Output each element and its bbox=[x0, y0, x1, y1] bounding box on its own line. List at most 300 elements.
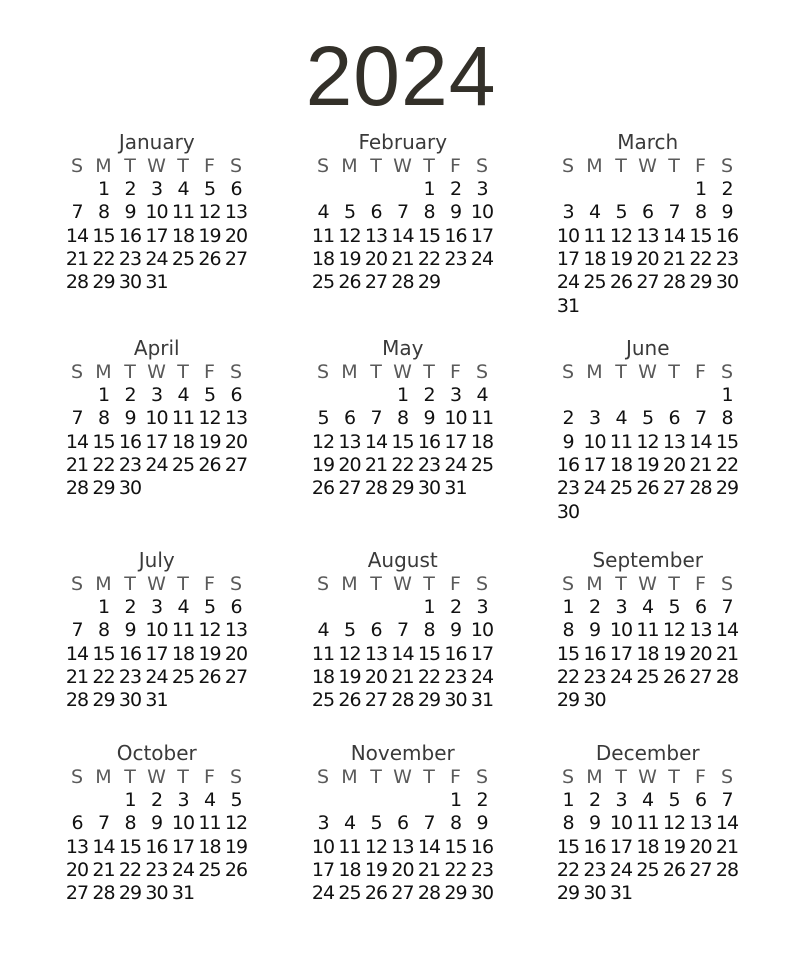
day-cell: 8 bbox=[449, 812, 462, 835]
day-cell: 2 bbox=[124, 596, 136, 618]
day-cell: 19 bbox=[662, 835, 686, 858]
day-cell: 29 bbox=[715, 477, 739, 500]
day-cell: 5 bbox=[203, 384, 216, 406]
weekday-header bbox=[310, 360, 492, 384]
day-cell: 22 bbox=[689, 247, 712, 270]
weekday-label: M bbox=[586, 573, 603, 595]
weekday-label: S bbox=[720, 361, 734, 383]
day-cell: 4 bbox=[343, 812, 356, 835]
month-name: July bbox=[138, 548, 175, 572]
day-cell: 21 bbox=[662, 247, 686, 270]
day-cell: 2 bbox=[588, 596, 601, 618]
day-cell: 25 bbox=[311, 271, 335, 294]
day-cell: 23 bbox=[556, 477, 580, 500]
day-cell: 6 bbox=[641, 201, 654, 224]
day-cell: 18 bbox=[171, 642, 195, 665]
weekday-label: S bbox=[70, 155, 84, 177]
day-cell: 26 bbox=[609, 271, 633, 294]
weekday-label: M bbox=[95, 361, 112, 383]
day-cell: 17 bbox=[583, 453, 606, 476]
day-cell: 18 bbox=[609, 453, 633, 476]
day-cell: 6 bbox=[230, 384, 242, 406]
day-cell: 19 bbox=[364, 858, 388, 881]
day-cell: 13 bbox=[65, 835, 89, 858]
day-cell: 29 bbox=[444, 882, 467, 905]
day-cell: 26 bbox=[338, 689, 361, 712]
day-cell: 9 bbox=[476, 812, 488, 835]
day-cell: 24 bbox=[311, 882, 335, 905]
day-cell: 7 bbox=[668, 201, 680, 224]
weekday-label: T bbox=[124, 573, 136, 595]
day-cell: 13 bbox=[391, 835, 414, 858]
day-cell: 15 bbox=[92, 224, 115, 247]
day-cell: 1 bbox=[694, 178, 707, 200]
day-cell: 24 bbox=[583, 477, 606, 500]
month-name: May bbox=[382, 336, 424, 360]
day-cell: 22 bbox=[92, 247, 115, 270]
day-cell: 12 bbox=[662, 812, 686, 835]
weekday-label: T bbox=[177, 155, 189, 177]
day-cell: 27 bbox=[689, 665, 712, 688]
day-cell: 16 bbox=[583, 835, 606, 858]
weekday-label: T bbox=[615, 155, 627, 177]
day-cell: 31 bbox=[444, 477, 467, 500]
day-cell: 11 bbox=[311, 642, 335, 665]
day-cell: 28 bbox=[662, 271, 686, 294]
day-cell: 8 bbox=[97, 201, 110, 224]
day-cell: 23 bbox=[118, 453, 142, 476]
weekday-label: T bbox=[370, 155, 382, 177]
month-september bbox=[555, 548, 755, 748]
weekday-label: F bbox=[450, 361, 461, 383]
day-cell: 5 bbox=[370, 812, 382, 835]
weekday-label: M bbox=[95, 766, 112, 788]
weekday-label: F bbox=[695, 155, 706, 177]
day-cell: 24 bbox=[556, 271, 580, 294]
day-cell: 21 bbox=[715, 835, 739, 858]
day-cell: 17 bbox=[609, 642, 633, 665]
day-cell: 16 bbox=[118, 642, 142, 665]
day-cell: 17 bbox=[145, 224, 168, 247]
day-cell: 11 bbox=[609, 430, 633, 453]
day-cell: 30 bbox=[118, 689, 142, 712]
weekday-label: S bbox=[475, 361, 489, 383]
day-cell: 10 bbox=[145, 407, 168, 430]
day-cell: 29 bbox=[391, 477, 414, 500]
day-cell: 1 bbox=[124, 789, 136, 811]
day-grid bbox=[555, 596, 737, 740]
day-cell: 8 bbox=[396, 407, 409, 430]
day-cell: 14 bbox=[391, 642, 414, 665]
day-cell: 4 bbox=[177, 178, 189, 200]
day-cell: 9 bbox=[562, 430, 574, 453]
day-cell: 19 bbox=[198, 224, 221, 247]
day-cell: 26 bbox=[338, 271, 361, 294]
day-cell: 11 bbox=[636, 812, 659, 835]
day-cell: 29 bbox=[689, 271, 712, 294]
day-cell: 8 bbox=[694, 201, 707, 224]
day-cell: 9 bbox=[449, 201, 462, 224]
day-cell: 28 bbox=[92, 882, 115, 905]
day-cell: 10 bbox=[556, 224, 580, 247]
day-cell: 7 bbox=[71, 619, 83, 642]
day-cell: 25 bbox=[609, 477, 633, 500]
weekday-label: S bbox=[720, 766, 734, 788]
day-cell: 3 bbox=[317, 812, 329, 835]
day-cell: 13 bbox=[364, 642, 388, 665]
weekday-label: S bbox=[475, 573, 489, 595]
day-cell: 5 bbox=[615, 201, 627, 224]
month-july bbox=[64, 548, 264, 748]
day-cell: 5 bbox=[668, 789, 680, 811]
day-cell: 14 bbox=[715, 812, 739, 835]
day-cell: 24 bbox=[171, 858, 195, 881]
day-cell: 1 bbox=[562, 596, 574, 618]
day-cell: 24 bbox=[444, 453, 467, 476]
day-cell: 25 bbox=[171, 247, 195, 270]
day-cell: 16 bbox=[556, 453, 580, 476]
day-cell: 25 bbox=[171, 665, 195, 688]
day-cell: 2 bbox=[562, 407, 574, 430]
day-grid bbox=[310, 178, 492, 322]
day-cell: 17 bbox=[171, 835, 195, 858]
day-cell: 7 bbox=[721, 789, 733, 811]
day-cell: 16 bbox=[417, 430, 441, 453]
day-cell: 3 bbox=[150, 596, 163, 618]
weekday-label: W bbox=[638, 766, 657, 788]
weekday-label: W bbox=[393, 155, 412, 177]
month-november bbox=[310, 741, 510, 941]
day-cell: 17 bbox=[470, 642, 494, 665]
day-cell: 14 bbox=[662, 224, 686, 247]
weekday-label: T bbox=[423, 766, 435, 788]
day-cell: 7 bbox=[396, 619, 409, 642]
day-cell: 14 bbox=[65, 224, 89, 247]
weekday-header bbox=[64, 154, 246, 178]
day-cell: 12 bbox=[609, 224, 633, 247]
day-cell: 12 bbox=[198, 407, 221, 430]
day-cell: 1 bbox=[97, 596, 110, 618]
day-cell: 15 bbox=[556, 835, 580, 858]
day-cell: 23 bbox=[444, 247, 467, 270]
day-grid bbox=[555, 384, 737, 528]
day-cell: 15 bbox=[417, 224, 441, 247]
day-cell: 27 bbox=[364, 689, 388, 712]
day-cell: 9 bbox=[588, 812, 601, 835]
month-name: December bbox=[595, 741, 700, 765]
day-cell: 21 bbox=[65, 453, 89, 476]
weekday-label: T bbox=[668, 766, 680, 788]
day-cell: 28 bbox=[364, 477, 388, 500]
day-grid bbox=[555, 789, 737, 933]
day-cell: 16 bbox=[118, 224, 142, 247]
day-cell: 18 bbox=[311, 247, 335, 270]
day-cell: 21 bbox=[364, 453, 388, 476]
day-cell: 6 bbox=[694, 596, 707, 618]
day-cell: 16 bbox=[715, 224, 739, 247]
day-cell: 26 bbox=[224, 858, 248, 881]
day-cell: 31 bbox=[171, 882, 195, 905]
weekday-label: S bbox=[316, 766, 330, 788]
day-cell: 3 bbox=[476, 178, 488, 200]
day-cell: 19 bbox=[636, 453, 659, 476]
day-cell: 2 bbox=[124, 178, 136, 200]
day-cell: 13 bbox=[224, 619, 248, 642]
day-cell: 8 bbox=[721, 407, 733, 430]
day-cell: 28 bbox=[715, 858, 739, 881]
day-cell: 15 bbox=[92, 430, 115, 453]
day-cell: 19 bbox=[198, 430, 221, 453]
day-cell: 22 bbox=[715, 453, 739, 476]
day-cell: 10 bbox=[171, 812, 195, 835]
day-cell: 10 bbox=[311, 835, 335, 858]
day-cell: 15 bbox=[444, 835, 467, 858]
month-may bbox=[310, 336, 510, 536]
day-cell: 30 bbox=[145, 882, 168, 905]
weekday-label: W bbox=[147, 573, 166, 595]
day-cell: 18 bbox=[470, 430, 494, 453]
day-cell: 10 bbox=[609, 812, 633, 835]
day-cell: 12 bbox=[198, 619, 221, 642]
day-cell: 27 bbox=[662, 477, 686, 500]
day-cell: 8 bbox=[562, 619, 574, 642]
day-grid bbox=[64, 789, 246, 933]
day-cell: 13 bbox=[364, 224, 388, 247]
day-cell: 4 bbox=[317, 619, 329, 642]
day-cell: 6 bbox=[230, 596, 242, 618]
day-cell: 2 bbox=[423, 384, 435, 406]
day-cell: 28 bbox=[65, 689, 89, 712]
day-cell: 28 bbox=[689, 477, 712, 500]
weekday-label: S bbox=[70, 573, 84, 595]
day-cell: 6 bbox=[668, 407, 680, 430]
day-cell: 17 bbox=[145, 430, 168, 453]
day-cell: 6 bbox=[694, 789, 707, 811]
day-grid bbox=[64, 596, 246, 740]
day-cell: 28 bbox=[391, 271, 414, 294]
day-cell: 21 bbox=[689, 453, 712, 476]
day-cell: 20 bbox=[65, 858, 89, 881]
month-december bbox=[555, 741, 755, 941]
day-cell: 3 bbox=[615, 789, 627, 811]
weekday-label: T bbox=[668, 573, 680, 595]
day-cell: 26 bbox=[662, 665, 686, 688]
day-cell: 8 bbox=[423, 201, 435, 224]
weekday-label: T bbox=[615, 766, 627, 788]
day-cell: 12 bbox=[198, 201, 221, 224]
day-cell: 4 bbox=[641, 789, 654, 811]
day-cell: 9 bbox=[124, 619, 136, 642]
day-grid bbox=[64, 178, 246, 322]
day-cell: 21 bbox=[417, 858, 441, 881]
month-name: January bbox=[118, 130, 195, 154]
day-cell: 11 bbox=[583, 224, 606, 247]
day-cell: 9 bbox=[588, 619, 601, 642]
day-cell: 18 bbox=[583, 247, 606, 270]
day-cell: 10 bbox=[145, 619, 168, 642]
day-cell: 12 bbox=[636, 430, 659, 453]
month-name: February bbox=[358, 130, 448, 154]
day-cell: 30 bbox=[470, 882, 494, 905]
day-cell: 14 bbox=[391, 224, 414, 247]
weekday-header bbox=[555, 572, 737, 596]
weekday-label: S bbox=[316, 573, 330, 595]
day-cell: 27 bbox=[224, 453, 248, 476]
day-cell: 26 bbox=[198, 453, 221, 476]
weekday-label: S bbox=[229, 361, 243, 383]
day-cell: 26 bbox=[311, 477, 335, 500]
day-cell: 12 bbox=[224, 812, 248, 835]
weekday-label: T bbox=[668, 361, 680, 383]
day-cell: 20 bbox=[391, 858, 414, 881]
weekday-label: S bbox=[475, 155, 489, 177]
day-cell: 28 bbox=[65, 271, 89, 294]
weekday-label: T bbox=[124, 155, 136, 177]
day-cell: 5 bbox=[668, 596, 680, 618]
day-cell: 6 bbox=[343, 407, 356, 430]
day-cell: 7 bbox=[370, 407, 382, 430]
day-cell: 19 bbox=[338, 247, 361, 270]
day-cell: 17 bbox=[311, 858, 335, 881]
day-cell: 31 bbox=[609, 882, 633, 905]
day-cell: 27 bbox=[224, 665, 248, 688]
weekday-label: F bbox=[450, 573, 461, 595]
day-cell: 23 bbox=[583, 665, 606, 688]
day-cell: 12 bbox=[338, 642, 361, 665]
day-cell: 27 bbox=[224, 247, 248, 270]
month-october bbox=[64, 741, 264, 941]
day-cell: 18 bbox=[338, 858, 361, 881]
day-cell: 16 bbox=[583, 642, 606, 665]
day-cell: 26 bbox=[364, 882, 388, 905]
day-cell: 3 bbox=[588, 407, 601, 430]
weekday-label: M bbox=[586, 766, 603, 788]
day-cell: 23 bbox=[118, 247, 142, 270]
day-cell: 5 bbox=[343, 201, 356, 224]
day-cell: 6 bbox=[370, 201, 382, 224]
weekday-label: S bbox=[720, 155, 734, 177]
weekday-header bbox=[310, 765, 492, 789]
day-cell: 8 bbox=[423, 619, 435, 642]
day-cell: 19 bbox=[662, 642, 686, 665]
day-cell: 5 bbox=[317, 407, 329, 430]
day-cell: 30 bbox=[444, 689, 467, 712]
day-cell: 28 bbox=[715, 665, 739, 688]
weekday-label: W bbox=[147, 361, 166, 383]
day-cell: 24 bbox=[145, 453, 168, 476]
day-cell: 26 bbox=[198, 247, 221, 270]
day-cell: 1 bbox=[396, 384, 409, 406]
day-cell: 22 bbox=[92, 665, 115, 688]
day-cell: 13 bbox=[689, 812, 712, 835]
day-cell: 1 bbox=[97, 178, 110, 200]
month-june bbox=[555, 336, 755, 536]
weekday-label: T bbox=[124, 361, 136, 383]
day-cell: 11 bbox=[171, 201, 195, 224]
day-cell: 11 bbox=[311, 224, 335, 247]
day-cell: 29 bbox=[556, 882, 580, 905]
day-cell: 1 bbox=[562, 789, 574, 811]
weekday-label: W bbox=[393, 766, 412, 788]
day-cell: 4 bbox=[476, 384, 488, 406]
day-cell: 25 bbox=[338, 882, 361, 905]
day-cell: 14 bbox=[364, 430, 388, 453]
day-cell: 15 bbox=[556, 642, 580, 665]
day-cell: 19 bbox=[311, 453, 335, 476]
day-cell: 9 bbox=[124, 201, 136, 224]
day-cell: 18 bbox=[171, 430, 195, 453]
day-cell: 9 bbox=[721, 201, 733, 224]
weekday-label: T bbox=[668, 155, 680, 177]
day-cell: 12 bbox=[662, 619, 686, 642]
weekday-label: F bbox=[204, 573, 215, 595]
month-name: April bbox=[133, 336, 180, 360]
weekday-header bbox=[310, 154, 492, 178]
day-cell: 2 bbox=[124, 384, 136, 406]
day-cell: 15 bbox=[118, 835, 142, 858]
day-cell: 3 bbox=[150, 384, 163, 406]
weekday-label: S bbox=[229, 766, 243, 788]
day-cell: 31 bbox=[145, 271, 168, 294]
day-grid bbox=[310, 596, 492, 740]
day-cell: 5 bbox=[343, 619, 356, 642]
day-cell: 21 bbox=[715, 642, 739, 665]
day-cell: 1 bbox=[97, 384, 110, 406]
day-cell: 9 bbox=[449, 619, 462, 642]
day-cell: 4 bbox=[203, 789, 216, 811]
day-cell: 14 bbox=[65, 642, 89, 665]
day-cell: 25 bbox=[470, 453, 494, 476]
day-grid bbox=[555, 178, 737, 322]
day-cell: 28 bbox=[391, 689, 414, 712]
day-cell: 29 bbox=[92, 689, 115, 712]
weekday-label: S bbox=[720, 573, 734, 595]
day-cell: 5 bbox=[641, 407, 654, 430]
day-cell: 4 bbox=[588, 201, 601, 224]
weekday-label: T bbox=[423, 361, 435, 383]
weekday-header bbox=[555, 360, 737, 384]
day-cell: 17 bbox=[609, 835, 633, 858]
day-cell: 17 bbox=[470, 224, 494, 247]
day-cell: 23 bbox=[715, 247, 739, 270]
day-cell: 1 bbox=[423, 178, 435, 200]
day-cell: 7 bbox=[694, 407, 707, 430]
weekday-label: F bbox=[450, 155, 461, 177]
day-cell: 12 bbox=[364, 835, 388, 858]
day-cell: 15 bbox=[92, 642, 115, 665]
day-cell: 6 bbox=[71, 812, 83, 835]
day-cell: 21 bbox=[92, 858, 115, 881]
weekday-label: T bbox=[615, 361, 627, 383]
day-cell: 23 bbox=[583, 858, 606, 881]
day-cell: 20 bbox=[689, 642, 712, 665]
day-cell: 10 bbox=[470, 201, 494, 224]
day-cell: 21 bbox=[391, 247, 414, 270]
month-name: October bbox=[116, 741, 197, 765]
weekday-label: F bbox=[204, 766, 215, 788]
weekday-label: T bbox=[177, 766, 189, 788]
day-cell: 16 bbox=[470, 835, 494, 858]
day-cell: 20 bbox=[636, 247, 659, 270]
day-cell: 30 bbox=[118, 271, 142, 294]
day-cell: 14 bbox=[715, 619, 739, 642]
day-cell: 25 bbox=[636, 665, 659, 688]
weekday-label: M bbox=[586, 155, 603, 177]
day-cell: 30 bbox=[583, 689, 606, 712]
day-cell: 11 bbox=[338, 835, 361, 858]
weekday-label: F bbox=[204, 361, 215, 383]
day-cell: 25 bbox=[171, 453, 195, 476]
